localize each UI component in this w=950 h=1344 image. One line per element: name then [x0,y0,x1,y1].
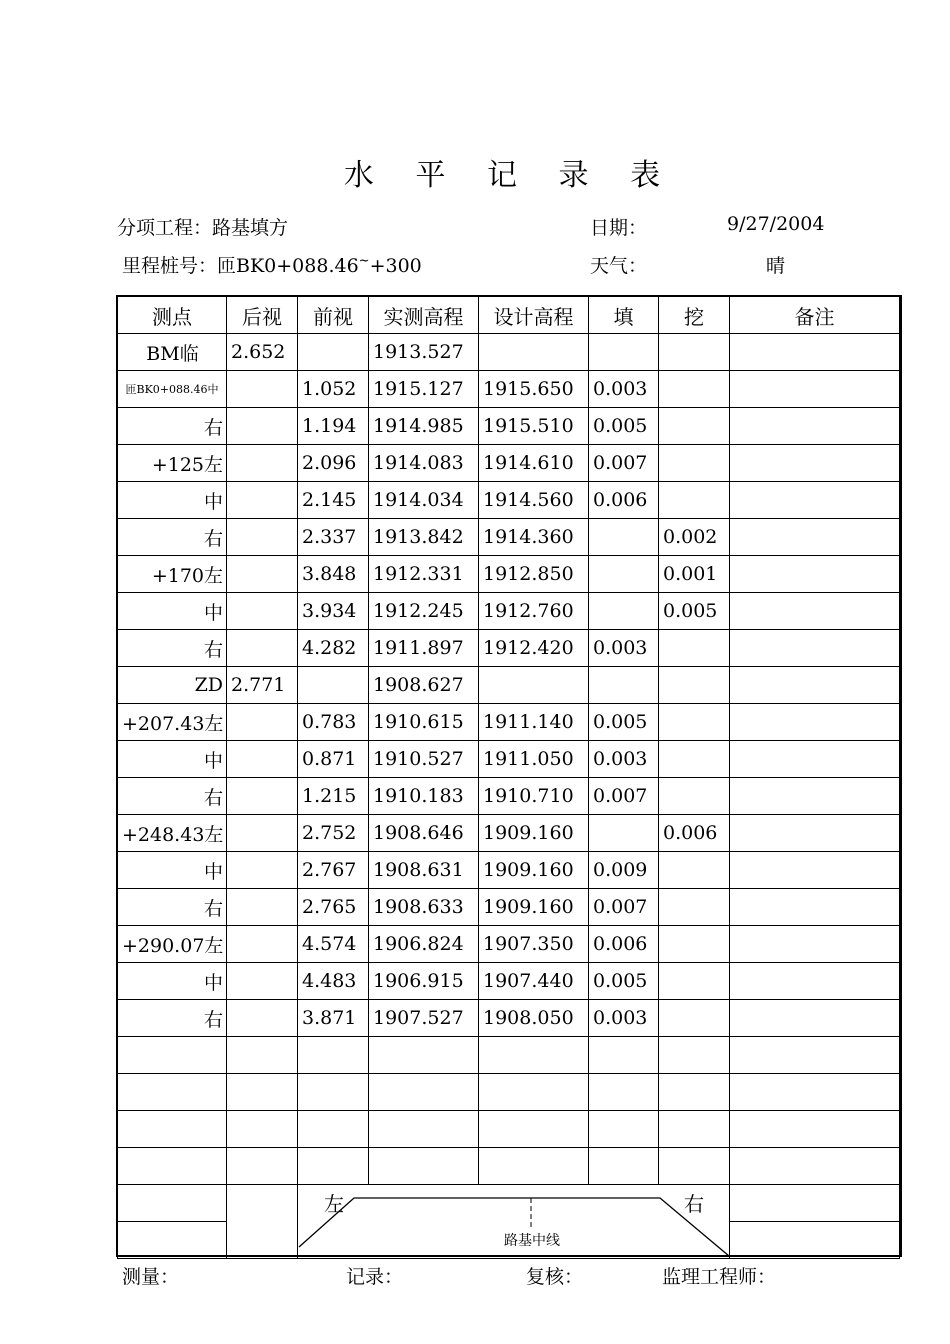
table-row [118,519,900,556]
table-cell: 1.215 [298,778,369,815]
table-cell: 2.765 [298,889,369,926]
header-cell: 实测高程 [369,297,479,334]
table-row [118,334,900,371]
table-cell [369,1148,479,1185]
leveling-table [117,296,900,1259]
table-cell [227,445,298,482]
header-row [118,297,900,334]
table-row [118,852,900,889]
table-cell: 1910.615 [369,704,479,741]
table-row [118,445,900,482]
table-cell [730,593,900,630]
table-cell: 0.003 [589,630,659,667]
table-cell: 1913.527 [369,334,479,371]
table-cell: 中 [118,482,227,519]
table-row [118,408,900,445]
table-cell [659,741,730,778]
table-cell [659,852,730,889]
table-cell: 1915.650 [479,371,589,408]
table-row [118,482,900,519]
header-cell: 填 [589,297,659,334]
table-cell [118,1148,227,1185]
table-cell: 中 [118,741,227,778]
table-row [118,593,900,630]
table-cell [589,334,659,371]
table-cell: 4.574 [298,926,369,963]
table-cell: 1909.160 [479,852,589,889]
table-cell [659,371,730,408]
date-label: 日期： [590,217,648,239]
table-cell [227,556,298,593]
table-cell [227,408,298,445]
table-cell [227,593,298,630]
table-cell [589,1148,659,1185]
table-cell: +170左 [118,556,227,593]
header-cell: 后视 [227,297,298,334]
project-label: 分项工程： [117,217,213,239]
table-cell [659,704,730,741]
table-cell: 1908.627 [369,667,479,704]
table-cell [659,1000,730,1037]
table-cell: 1914.083 [369,445,479,482]
table-cell: 1911.140 [479,704,589,741]
table-cell: 1910.527 [369,741,479,778]
project-row [117,213,288,240]
table-cell: 中 [118,852,227,889]
table-cell: 右 [118,630,227,667]
table-cell: 中 [118,593,227,630]
table-cell [589,519,659,556]
diagram-row [118,1185,900,1222]
table-cell: 2.096 [298,445,369,482]
table-cell [659,926,730,963]
right-side-label: 右 [684,1192,704,1216]
weather-value: 晴 [766,255,786,277]
table-cell [589,815,659,852]
table-cell: 0.006 [589,926,659,963]
station-value-tilde: ~ [358,253,370,269]
table-cell [227,1000,298,1037]
header-cell: 挖 [659,297,730,334]
table-cell [227,1148,298,1185]
table-cell [730,519,900,556]
table-cell [659,1111,730,1148]
header-cell: 备注 [730,297,900,334]
table-cell: 1915.510 [479,408,589,445]
project-value: 路基填方 [212,217,289,239]
table-cell [730,482,900,519]
table-cell [227,778,298,815]
table-cell [118,1222,227,1259]
table-cell [659,1037,730,1074]
table-body [118,297,900,1259]
table-cell: 1910.183 [369,778,479,815]
table-cell: +125左 [118,445,227,482]
empty-row [118,1037,900,1074]
table-cell: 2.752 [298,815,369,852]
table-cell: 右 [118,778,227,815]
table-cell [659,630,730,667]
table-row [118,667,900,704]
table-cell [730,1037,900,1074]
header-cell: 前视 [298,297,369,334]
table-cell [479,667,589,704]
table-cell: 右 [118,1000,227,1037]
table-cell: 1907.527 [369,1000,479,1037]
date-value: 9/27/2004 [727,213,825,235]
table-cell [227,1037,298,1074]
table-cell: 1914.985 [369,408,479,445]
table-cell [730,667,900,704]
table-row [118,778,900,815]
table-cell [730,926,900,963]
table-cell [227,815,298,852]
header-cell: 设计高程 [479,297,589,334]
table-cell [479,1111,589,1148]
table-cell [298,1111,369,1148]
table-cell [298,1037,369,1074]
table-cell [730,852,900,889]
table-cell [369,1074,479,1111]
table-cell: 1914.360 [479,519,589,556]
table-cell: 1914.034 [369,482,479,519]
left-side-label: 左 [324,1192,344,1216]
table-cell [730,1148,900,1185]
table-cell [227,1111,298,1148]
table-cell: 中 [118,963,227,1000]
table-cell [659,482,730,519]
table-cell [730,630,900,667]
table-row [118,963,900,1000]
empty-row [118,1148,900,1185]
table-cell: 1908.646 [369,815,479,852]
weather-label: 天气： [590,255,648,277]
table-cell: 2.767 [298,852,369,889]
table-cell: 1912.420 [479,630,589,667]
table-cell [118,1037,227,1074]
table-cell [730,778,900,815]
table-cell [730,1222,900,1259]
table-cell [659,334,730,371]
table-row [118,704,900,741]
table-cell: 1912.850 [479,556,589,593]
table-cell: 0.871 [298,741,369,778]
table-row [118,556,900,593]
footer-supervisor: 监理工程师： [662,1266,777,1288]
table-cell [227,852,298,889]
table-cell [369,1111,479,1148]
table-cell [479,334,589,371]
table-cell: 1906.915 [369,963,479,1000]
table-cell [589,593,659,630]
table-cell: 0.005 [589,408,659,445]
table-cell [659,778,730,815]
table-row [118,926,900,963]
table-cell [589,1074,659,1111]
table-cell [227,482,298,519]
table-cell: 1915.127 [369,371,479,408]
table-cell: 1909.160 [479,889,589,926]
table-cell [589,1111,659,1148]
table-cell [227,741,298,778]
table-cell [227,926,298,963]
table-cell [730,741,900,778]
table-cell [479,1037,589,1074]
table-cell [227,630,298,667]
table-cell: 1910.710 [479,778,589,815]
table-cell [659,889,730,926]
table-cell [589,556,659,593]
table-cell: 0.007 [589,889,659,926]
roadbed-diagram-cell [298,1185,730,1259]
table-cell [730,1111,900,1148]
header-cell: 测点 [118,297,227,334]
table-cell: 0.006 [659,815,730,852]
table-cell: +290.07左 [118,926,227,963]
table-cell: 2.652 [227,334,298,371]
table-cell: 0.005 [659,593,730,630]
table-cell [730,704,900,741]
table-cell [118,1074,227,1111]
table-cell: 1912.760 [479,593,589,630]
table-cell [227,1185,298,1259]
table-cell: 右 [118,408,227,445]
centerline-label: 路基中线 [504,1233,560,1249]
table-cell: 0.009 [589,852,659,889]
table-cell: 1913.842 [369,519,479,556]
table-cell [659,1148,730,1185]
table-cell: 1908.050 [479,1000,589,1037]
table-cell: 0.001 [659,556,730,593]
table-cell [730,963,900,1000]
table-cell: 1911.050 [479,741,589,778]
table-cell [730,371,900,408]
station-row [122,251,422,278]
table-cell [298,1148,369,1185]
table-cell [298,334,369,371]
table-cell [227,519,298,556]
table-cell: 1911.897 [369,630,479,667]
table-cell [589,1037,659,1074]
table-row [118,1000,900,1037]
table-cell: BM临 [118,334,227,371]
table-cell [730,1000,900,1037]
table-cell: +248.43左 [118,815,227,852]
table-cell: +207.43左 [118,704,227,741]
table-cell: 3.848 [298,556,369,593]
table-cell [589,667,659,704]
table-cell [730,556,900,593]
table-cell: 4.282 [298,630,369,667]
table-cell: 1.052 [298,371,369,408]
table-cell: 2.337 [298,519,369,556]
table-cell: 1909.160 [479,815,589,852]
table-cell: 1914.560 [479,482,589,519]
table-cell: 3.871 [298,1000,369,1037]
table-cell [730,1074,900,1111]
station-label: 里程桩号： [122,255,218,277]
table-cell: 1906.824 [369,926,479,963]
table-cell [659,1074,730,1111]
page-title: 水 平 记 录 表 [343,158,677,193]
footer-review: 复核： [526,1266,584,1288]
table-cell: 右 [118,519,227,556]
station-value-start: 匝BK0+088.46 [217,255,359,277]
table-cell [730,1185,900,1222]
table-cell [118,1185,227,1222]
table-row [118,741,900,778]
table-cell [659,445,730,482]
table-cell [227,704,298,741]
table-cell: 2.145 [298,482,369,519]
table-cell [730,408,900,445]
table-cell [659,667,730,704]
table-cell: 0.005 [589,704,659,741]
table-cell [479,1074,589,1111]
table-cell: 2.771 [227,667,298,704]
table-cell: 0.783 [298,704,369,741]
table-cell: 0.005 [589,963,659,1000]
table-cell: 1908.633 [369,889,479,926]
table-cell [227,963,298,1000]
table-cell [730,889,900,926]
table-cell [227,1074,298,1111]
table-cell: 0.003 [589,371,659,408]
table-cell: 3.934 [298,593,369,630]
roadbed-cross-section [298,1185,729,1258]
table-cell: 1908.631 [369,852,479,889]
empty-row [118,1111,900,1148]
table-cell [659,963,730,1000]
table-cell: 0.002 [659,519,730,556]
table-cell [730,815,900,852]
table-cell: 右 [118,889,227,926]
table-cell: 匝BK0+088.46中 [118,371,227,408]
table-cell: 1914.610 [479,445,589,482]
table-cell: 1.194 [298,408,369,445]
table-cell: 0.006 [589,482,659,519]
footer-record: 记录： [346,1266,404,1288]
table-cell: 0.003 [589,1000,659,1037]
table-cell: 0.007 [589,778,659,815]
table-cell [369,1037,479,1074]
table-cell: 4.483 [298,963,369,1000]
table-row [118,889,900,926]
table-cell [227,371,298,408]
table-cell: 0.003 [589,741,659,778]
table-cell [659,408,730,445]
table-row [118,630,900,667]
table-cell: 1907.350 [479,926,589,963]
empty-row [118,1074,900,1111]
table-cell [479,1148,589,1185]
table-row [118,815,900,852]
table-row [118,371,900,408]
table-cell [730,334,900,371]
table-cell [730,445,900,482]
table-cell [298,1074,369,1111]
table-cell [298,667,369,704]
table-cell: 0.007 [589,445,659,482]
table-cell: 1907.440 [479,963,589,1000]
table-cell [118,1111,227,1148]
table-cell [227,889,298,926]
station-value-end: +300 [369,255,422,277]
table-cell: ZD [118,667,227,704]
table-cell: 1912.245 [369,593,479,630]
table-cell: 1912.331 [369,556,479,593]
footer-measure: 测量： [122,1266,180,1288]
